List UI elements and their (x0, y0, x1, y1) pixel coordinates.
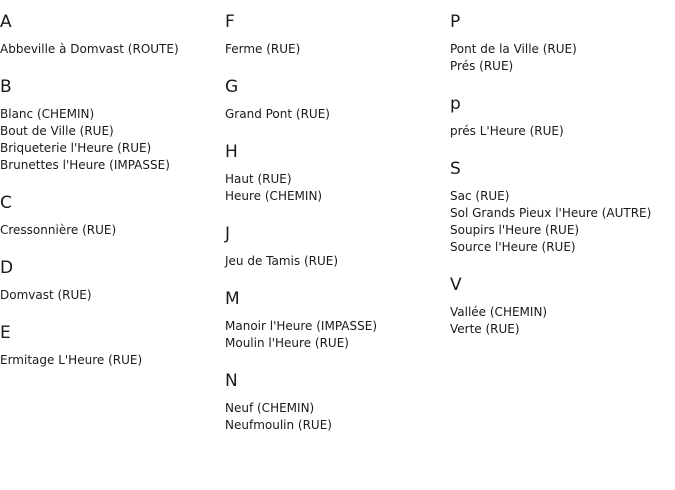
letter-group (225, 65, 450, 130)
street-link[interactable]: Moulin l'Heure (RUE) (225, 336, 349, 350)
letter-group (0, 311, 225, 376)
street-link[interactable]: Abbeville à Domvast (ROUTE) (0, 42, 179, 56)
street-link[interactable]: Jeu de Tamis (RUE) (225, 254, 339, 268)
group-spacer (0, 369, 225, 376)
street-link[interactable]: Brunettes l'Heure (IMPASSE) (0, 158, 170, 172)
letter-group (450, 147, 675, 263)
group-spacer (225, 434, 450, 441)
street-list (450, 304, 675, 338)
street-list (225, 41, 450, 58)
street-link[interactable]: Blanc (CHEMIN) (0, 107, 95, 121)
street-link[interactable]: Pont de la Ville (RUE) (450, 42, 577, 56)
letter-heading: p (450, 94, 461, 114)
street-list (0, 287, 225, 304)
letter-heading: N (225, 371, 238, 391)
group-spacer (0, 174, 225, 181)
letter-heading: P (450, 12, 461, 32)
letter-group (225, 130, 450, 212)
group-spacer (450, 140, 675, 147)
street-list (225, 318, 450, 352)
group-spacer (450, 75, 675, 82)
street-index-column-1 (0, 0, 225, 376)
street-link[interactable]: Sac (RUE) (450, 189, 510, 203)
letter-group (225, 0, 450, 65)
street-list (225, 106, 450, 123)
letter-group (225, 212, 450, 277)
street-link[interactable]: Soupirs l'Heure (RUE) (450, 223, 580, 237)
street-list (225, 253, 450, 270)
group-spacer (450, 338, 675, 345)
letter-group (450, 263, 675, 345)
street-list (0, 222, 225, 239)
letter-heading: C (0, 193, 12, 213)
street-link[interactable]: Verte (RUE) (450, 322, 520, 336)
letter-group (0, 181, 225, 246)
street-link[interactable]: Cressonnière (RUE) (0, 223, 117, 237)
street-link[interactable]: Haut (RUE) (225, 172, 292, 186)
letter-group (225, 277, 450, 359)
street-list (225, 400, 450, 434)
street-list (450, 41, 675, 75)
group-spacer (0, 304, 225, 311)
letter-group (0, 65, 225, 181)
group-spacer (225, 205, 450, 212)
street-link[interactable]: Source l'Heure (RUE) (450, 240, 576, 254)
letter-group (0, 0, 225, 65)
group-spacer (225, 123, 450, 130)
letter-heading: M (225, 289, 240, 309)
letter-heading: V (450, 275, 462, 295)
street-link[interactable]: Bout de Ville (RUE) (0, 124, 114, 138)
group-spacer (0, 58, 225, 65)
letter-heading: E (0, 323, 11, 343)
group-spacer (450, 256, 675, 263)
letter-heading: H (225, 142, 238, 162)
group-spacer (225, 58, 450, 65)
letter-group (225, 359, 450, 441)
street-link[interactable]: Ermitage L'Heure (RUE) (0, 353, 143, 367)
street-link[interactable]: Domvast (RUE) (0, 288, 92, 302)
street-list (0, 41, 225, 58)
street-link[interactable]: Neufmoulin (RUE) (225, 418, 332, 432)
street-index-column-3 (450, 0, 675, 345)
letter-group (450, 82, 675, 147)
street-link[interactable]: Briqueterie l'Heure (RUE) (0, 141, 152, 155)
letter-heading: A (0, 12, 12, 32)
street-list (225, 171, 450, 205)
street-link[interactable]: Prés (RUE) (450, 59, 514, 73)
letter-heading: G (225, 77, 239, 97)
letter-heading: S (450, 159, 461, 179)
street-link[interactable]: Neuf (CHEMIN) (225, 401, 315, 415)
letter-group (0, 246, 225, 311)
street-link[interactable]: Heure (CHEMIN) (225, 189, 323, 203)
letter-heading: F (225, 12, 235, 32)
street-list (450, 123, 675, 140)
street-list (0, 106, 225, 174)
street-link[interactable]: Sol Grands Pieux l'Heure (AUTRE) (450, 206, 652, 220)
street-link[interactable]: Grand Pont (RUE) (225, 107, 330, 121)
street-link[interactable]: prés L'Heure (RUE) (450, 124, 564, 138)
letter-heading: B (0, 77, 12, 97)
street-link[interactable]: Manoir l'Heure (IMPASSE) (225, 319, 377, 333)
street-list (450, 188, 675, 256)
group-spacer (225, 270, 450, 277)
letter-heading: D (0, 258, 14, 278)
street-index-column-2 (225, 0, 450, 441)
street-link[interactable]: Vallée (CHEMIN) (450, 305, 548, 319)
group-spacer (225, 352, 450, 359)
street-list (0, 352, 225, 369)
letter-heading: J (225, 224, 231, 244)
street-link[interactable]: Ferme (RUE) (225, 42, 301, 56)
group-spacer (0, 239, 225, 246)
letter-group (450, 0, 675, 82)
